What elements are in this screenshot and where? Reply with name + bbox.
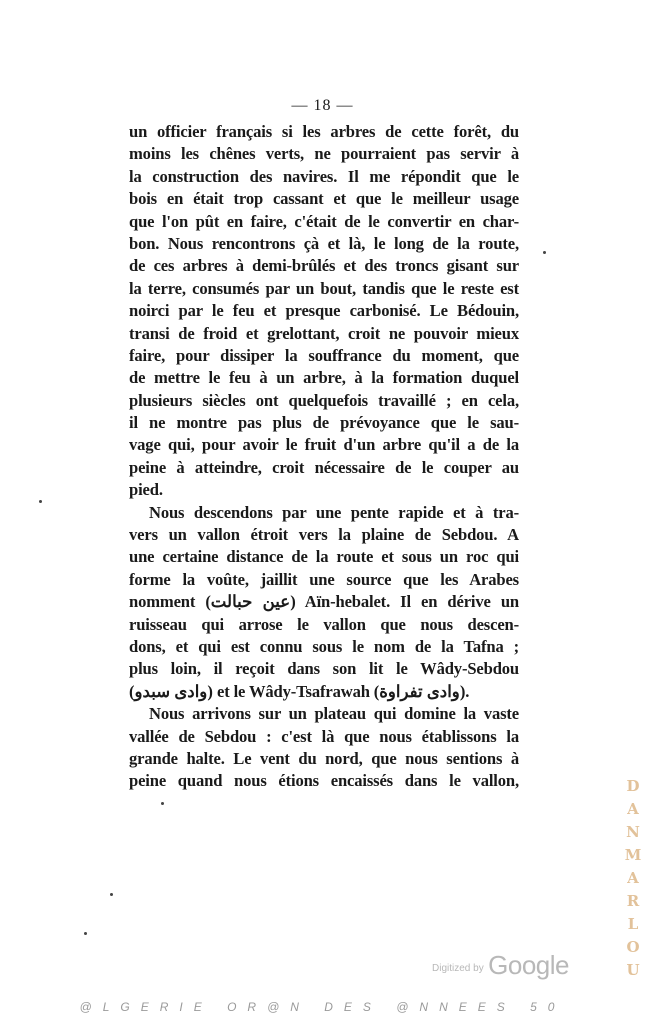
text-line: peine à atteindre, croit nécessaire de le couper au [129,457,519,477]
side-watermark-letter: O [626,938,640,956]
scan-speck [161,802,164,805]
text-line: grande halte. Le vent du nord, que nous sentions à [129,748,519,768]
text-line: plusieurs siècles ont quelquefois travaillé ; en cela, [129,390,519,410]
text-line: dons, et qui est connu sous le nom de la Tafna ; [129,636,519,656]
side-watermark-letter: A [627,869,639,887]
side-watermark-letter: A [627,800,639,818]
digitized-by-label: Digitized by [432,963,484,974]
text-line: vallée de Sebdou : c'est là que nous établissons la [129,726,519,746]
side-watermark-letter: M [624,846,642,864]
page-number: — 18 — [291,97,354,114]
footer-watermark: @LGERIE OR@N DES @NNEES 50 [79,1000,566,1014]
text-line: pied. [129,480,163,500]
scan-speck [39,500,42,503]
text-line: plus loin, il reçoit dans son lit le Wâdy-Sebdou [129,659,519,679]
text-line: de mettre le feu à un arbre, à la formation duquel [129,368,519,388]
body-text [129,121,519,793]
google-logo: Google [488,950,569,980]
text-line: ruisseau qui arrose le vallon que nous descen- [129,614,519,634]
side-watermark-letter: L [627,915,639,933]
text-line: la terre, consumés par un bout, tandis que le reste est [129,278,519,298]
text-line: la construction des navires. Il me répondit que le [129,166,519,186]
scan-speck [543,251,546,254]
text-line: (وادى سبدو) et le Wâdy-Tsafrawah (وادى تفراوة). [129,681,470,701]
text-line: noirci par le feu et presque carbonisé. Le Bédouin, [129,301,519,321]
text-line: peine quand nous étions encaissés dans le vallon, [129,771,519,791]
text-line: une certaine distance de la route et sous un roc qui [129,547,519,567]
text-line: bois en était trop cassant et que le meilleur usage [129,189,519,209]
text-line: Nous descendons par une pente rapide et à tra- [149,502,519,522]
text-line: vers un vallon étroit vers la plaine de Sebdou. A [129,525,519,545]
text-line: Nous arrivons sur un plateau qui domine la vaste [149,704,519,724]
text-line: nomment (عين حبالت) Aïn-hebalet. Il en dérive un [129,592,519,612]
text-line: un officier français si les arbres de cette forêt, du [129,122,519,141]
text-line: vage qui, pour avoir le fruit d'un arbre qu'il a de la [129,435,519,455]
side-watermark-letter: D [626,777,640,795]
side-watermark [623,775,643,982]
text-line: bon. Nous rencontrons çà et là, le long de la route, [129,233,519,253]
text-line: il ne montre pas plus de prévoyance que le sau- [129,413,519,433]
text-line: forme la voûte, jaillit une source que les Arabes [129,569,519,589]
digitized-by-google-watermark [432,950,569,981]
text-line: de ces arbres à demi-brûlés et des troncs gisant sur [129,256,519,276]
scan-speck [110,893,113,896]
text-line: moins les chênes verts, ne pourraient pas servir à [129,144,519,164]
scan-speck [84,932,87,935]
side-watermark-letter: U [626,961,640,979]
text-line: faire, pour dissiper la souffrance du moment, que [129,345,519,365]
side-watermark-letter: R [626,892,640,910]
text-line: que l'on pût en faire, c'était de le convertir en char- [129,211,519,231]
side-watermark-letter: N [626,823,640,841]
text-line: transi de froid et grelottant, croit ne pouvoir mieux [129,323,519,343]
